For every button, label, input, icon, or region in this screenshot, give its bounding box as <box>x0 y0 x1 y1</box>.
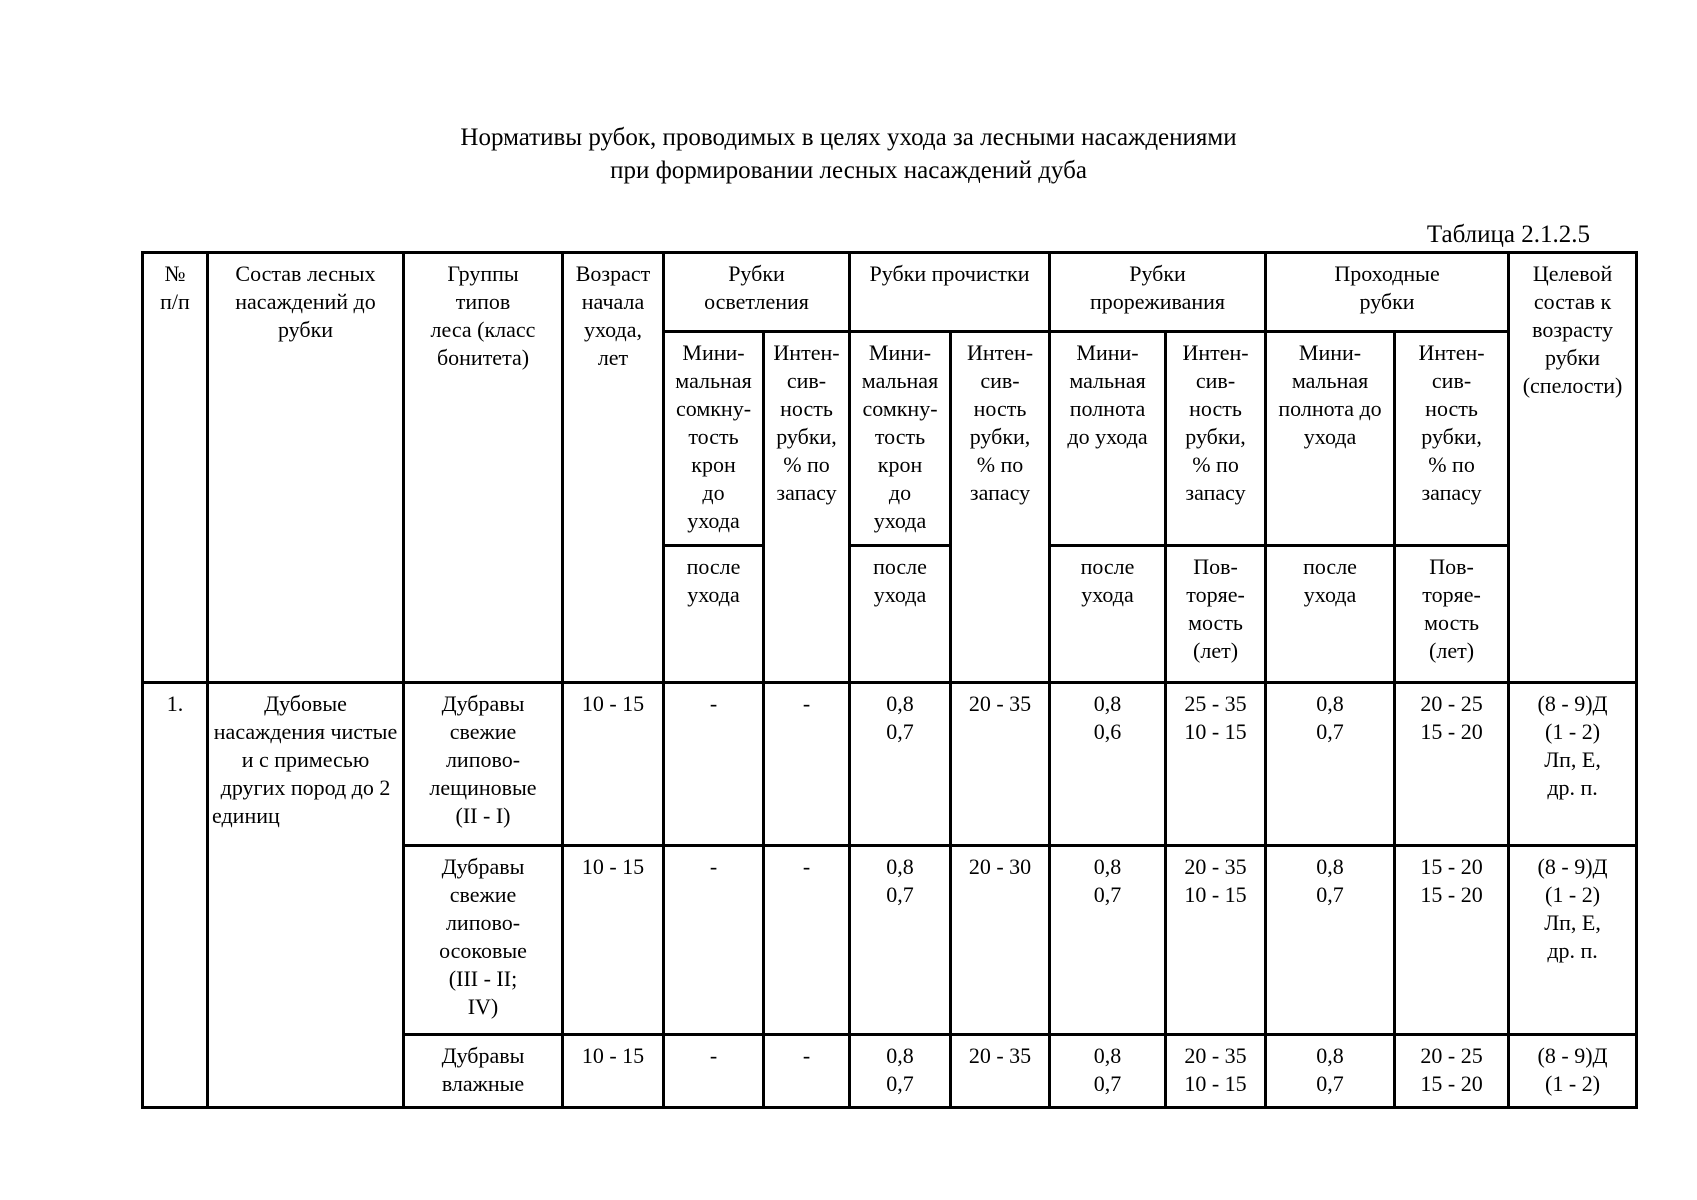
cell-prh-int: 15 - 20 15 - 20 <box>1395 846 1509 1035</box>
header-prh-intensity: Интен- сив- ность рубки, % по запасу <box>1395 332 1509 546</box>
header-pro-intensity: Интен- сив- ность рубки, % по запасу <box>951 332 1050 683</box>
cell-prz-int: 20 - 35 10 - 15 <box>1166 1035 1266 1108</box>
cell-forest-group: Дубравы свежие липово- осоковые (III - II; IV) <box>404 846 563 1035</box>
cell-prz-min: 0,8 0,7 <box>1050 846 1166 1035</box>
cell-pro-int: 20 - 30 <box>951 846 1050 1035</box>
table-number: Таблица 2.1.2.5 <box>1426 221 1590 248</box>
cell-target: (8 - 9)Д (1 - 2) Лп, Е, др. п. <box>1509 683 1637 846</box>
cell-prh-min: 0,8 0,7 <box>1266 683 1395 846</box>
cell-prh-min: 0,8 0,7 <box>1266 1035 1395 1108</box>
cell-forest-group: Дубравы свежие липово- лещиновые (II - I) <box>404 683 563 846</box>
document-title <box>0 121 1697 187</box>
header-prz-after: после ухода <box>1050 546 1166 683</box>
header-composition: Состав лесных насаждений до рубки <box>208 253 404 683</box>
cell-prh-int: 20 - 25 15 - 20 <box>1395 683 1509 846</box>
cell-prz-min: 0,8 0,7 <box>1050 1035 1166 1108</box>
cell-target: (8 - 9)Д (1 - 2) <box>1509 1035 1637 1108</box>
cell-prh-int: 20 - 25 15 - 20 <box>1395 1035 1509 1108</box>
cell-forest-group: Дубравы влажные <box>404 1035 563 1108</box>
cell-pro-min: 0,8 0,7 <box>850 683 951 846</box>
table-row <box>143 683 1637 846</box>
cell-pro-int: 20 - 35 <box>951 1035 1050 1108</box>
header-osv-intensity: Интен- сив- ность рубки, % по запасу <box>764 332 850 683</box>
header-prorezhivaniya: Рубки прореживания <box>1050 253 1266 332</box>
header-target: Целевой состав к возрасту рубки (спелости) <box>1509 253 1637 683</box>
cell-start-age: 10 - 15 <box>563 1035 664 1108</box>
header-pro-min-closure: Мини- мальная сомкну- тость крон до ухода <box>850 332 951 546</box>
header-osv-min-closure: Мини- мальная сомкну- тость крон до ухода <box>664 332 764 546</box>
cell-osv-int: - <box>764 683 850 846</box>
cell-prz-int: 20 - 35 10 - 15 <box>1166 846 1266 1035</box>
cell-prz-int: 25 - 35 10 - 15 <box>1166 683 1266 846</box>
cell-pro-min: 0,8 0,7 <box>850 846 951 1035</box>
header-pro-after: после ухода <box>850 546 951 683</box>
header-osvetleniya: Рубки осветления <box>664 253 850 332</box>
cell-osv-int: - <box>764 1035 850 1108</box>
header-osv-after: после ухода <box>664 546 764 683</box>
cell-osv-int: - <box>764 846 850 1035</box>
cell-osv-min: - <box>664 1035 764 1108</box>
header-prh-min-density: Мини- мальная полнота до ухода <box>1266 332 1395 546</box>
row-composition: Дубовые насаждения чистые и с примесью других пород до 2 единиц <box>208 683 404 1108</box>
cell-pro-min: 0,8 0,7 <box>850 1035 951 1108</box>
norms-table <box>141 251 1638 1109</box>
cell-osv-min: - <box>664 846 764 1035</box>
header-forest-groups: Группы типов леса (класс бонитета) <box>404 253 563 683</box>
header-prh-repeat: Пов- торяе- мость (лет) <box>1395 546 1509 683</box>
header-prz-intensity: Интен- сив- ность рубки, % по запасу <box>1166 332 1266 546</box>
cell-start-age: 10 - 15 <box>563 846 664 1035</box>
row-num: 1. <box>143 683 208 1108</box>
header-start-age: Возраст начала ухода, лет <box>563 253 664 683</box>
title-line-1: Нормативы рубок, проводимых в целях ухода за лесными насаждениями <box>460 124 1237 151</box>
header-prokhodnye: Проходные рубки <box>1266 253 1509 332</box>
cell-osv-min: - <box>664 683 764 846</box>
cell-pro-int: 20 - 35 <box>951 683 1050 846</box>
cell-prz-min: 0,8 0,6 <box>1050 683 1166 846</box>
header-prh-after: после ухода <box>1266 546 1395 683</box>
header-prochistki: Рубки прочистки <box>850 253 1050 332</box>
header-num: № п/п <box>143 253 208 683</box>
title-line-2: при формировании лесных насаждений дуба <box>610 157 1087 184</box>
header-prz-min-density: Мини- мальная полнота до ухода <box>1050 332 1166 546</box>
header-row-1 <box>143 253 1637 332</box>
header-prz-repeat: Пов- торяе- мость (лет) <box>1166 546 1266 683</box>
cell-prh-min: 0,8 0,7 <box>1266 846 1395 1035</box>
cell-target: (8 - 9)Д (1 - 2) Лп, Е, др. п. <box>1509 846 1637 1035</box>
cell-start-age: 10 - 15 <box>563 683 664 846</box>
